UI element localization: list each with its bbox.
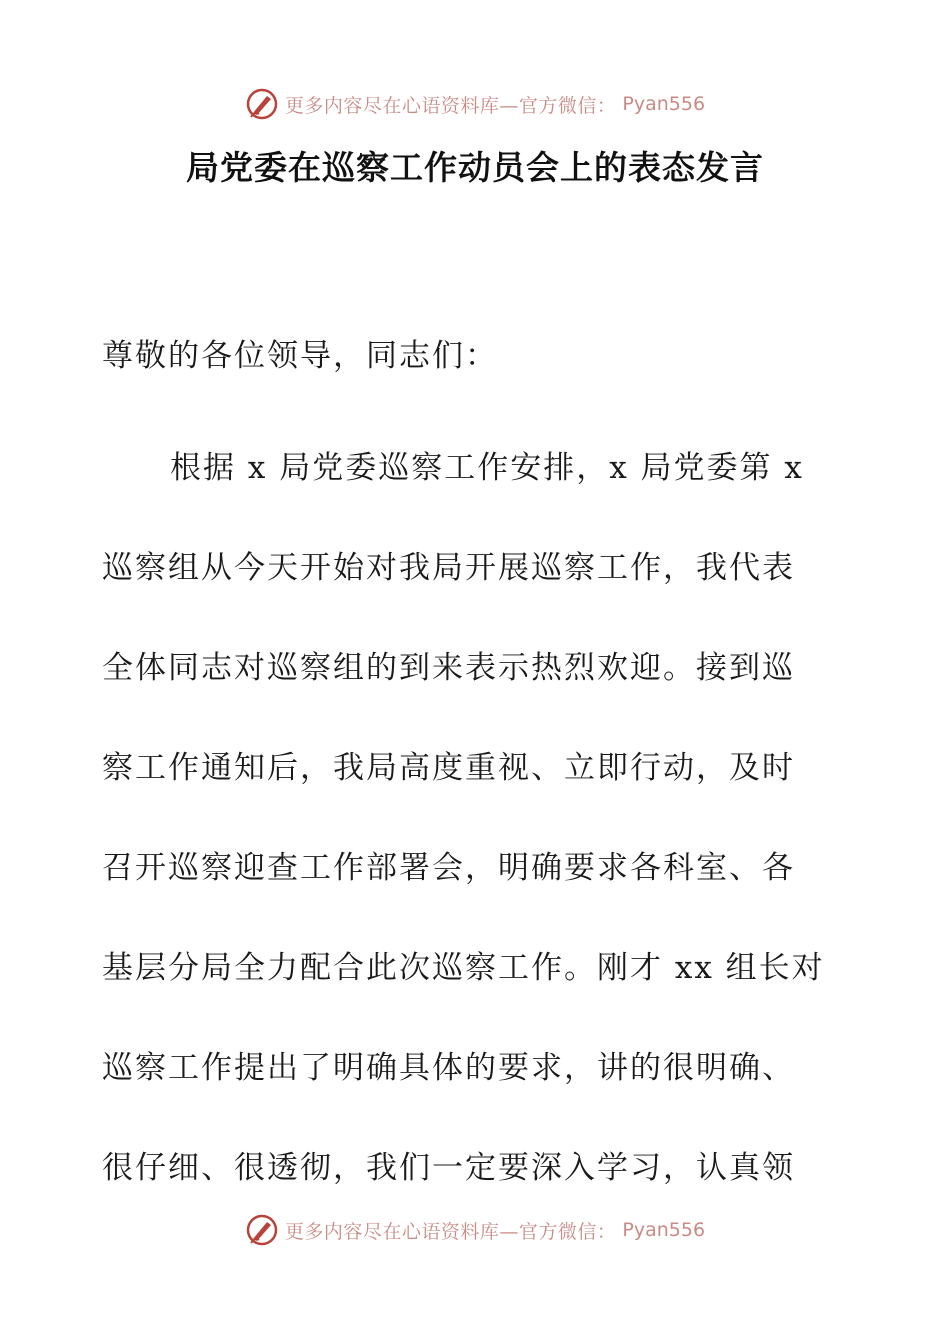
watermark-text: 更多内容尽在心语资料库—官方微信： (284, 1220, 617, 1243)
body-line: 召开巡察迎查工作部署会，明确要求各科室、各 (102, 850, 795, 886)
pen-circle-logo-icon (245, 87, 279, 121)
body-line: 巡察工作提出了明确具体的要求，讲的很明确、 (102, 1050, 795, 1086)
footer-watermark (0, 1210, 950, 1250)
body-line: 很仔细、很透彻，我们一定要深入学习，认真领 (102, 1150, 795, 1186)
header-watermark (0, 84, 950, 124)
watermark-contact: Pyan556 (622, 1219, 706, 1241)
document-title: 局党委在巡察工作动员会上的表态发言 (186, 148, 764, 187)
salutation: 尊敬的各位领导，同志们： (102, 338, 498, 374)
body-line: 察工作通知后，我局高度重视、立即行动，及时 (102, 750, 795, 786)
body-paragraph (102, 418, 862, 1218)
body-line: 基层分局全力配合此次巡察工作。刚才 xx 组长对 (102, 950, 825, 986)
watermark-contact: Pyan556 (622, 93, 706, 115)
pen-circle-logo-icon (245, 1213, 279, 1247)
watermark-text: 更多内容尽在心语资料库—官方微信： (284, 94, 617, 117)
body-line: 根据 x 局党委巡察工作安排，x 局党委第 x (170, 450, 804, 486)
body-line: 全体同志对巡察组的到来表示热烈欢迎。接到巡 (102, 650, 795, 686)
body-line: 巡察组从今天开始对我局开展巡察工作，我代表 (102, 550, 795, 586)
